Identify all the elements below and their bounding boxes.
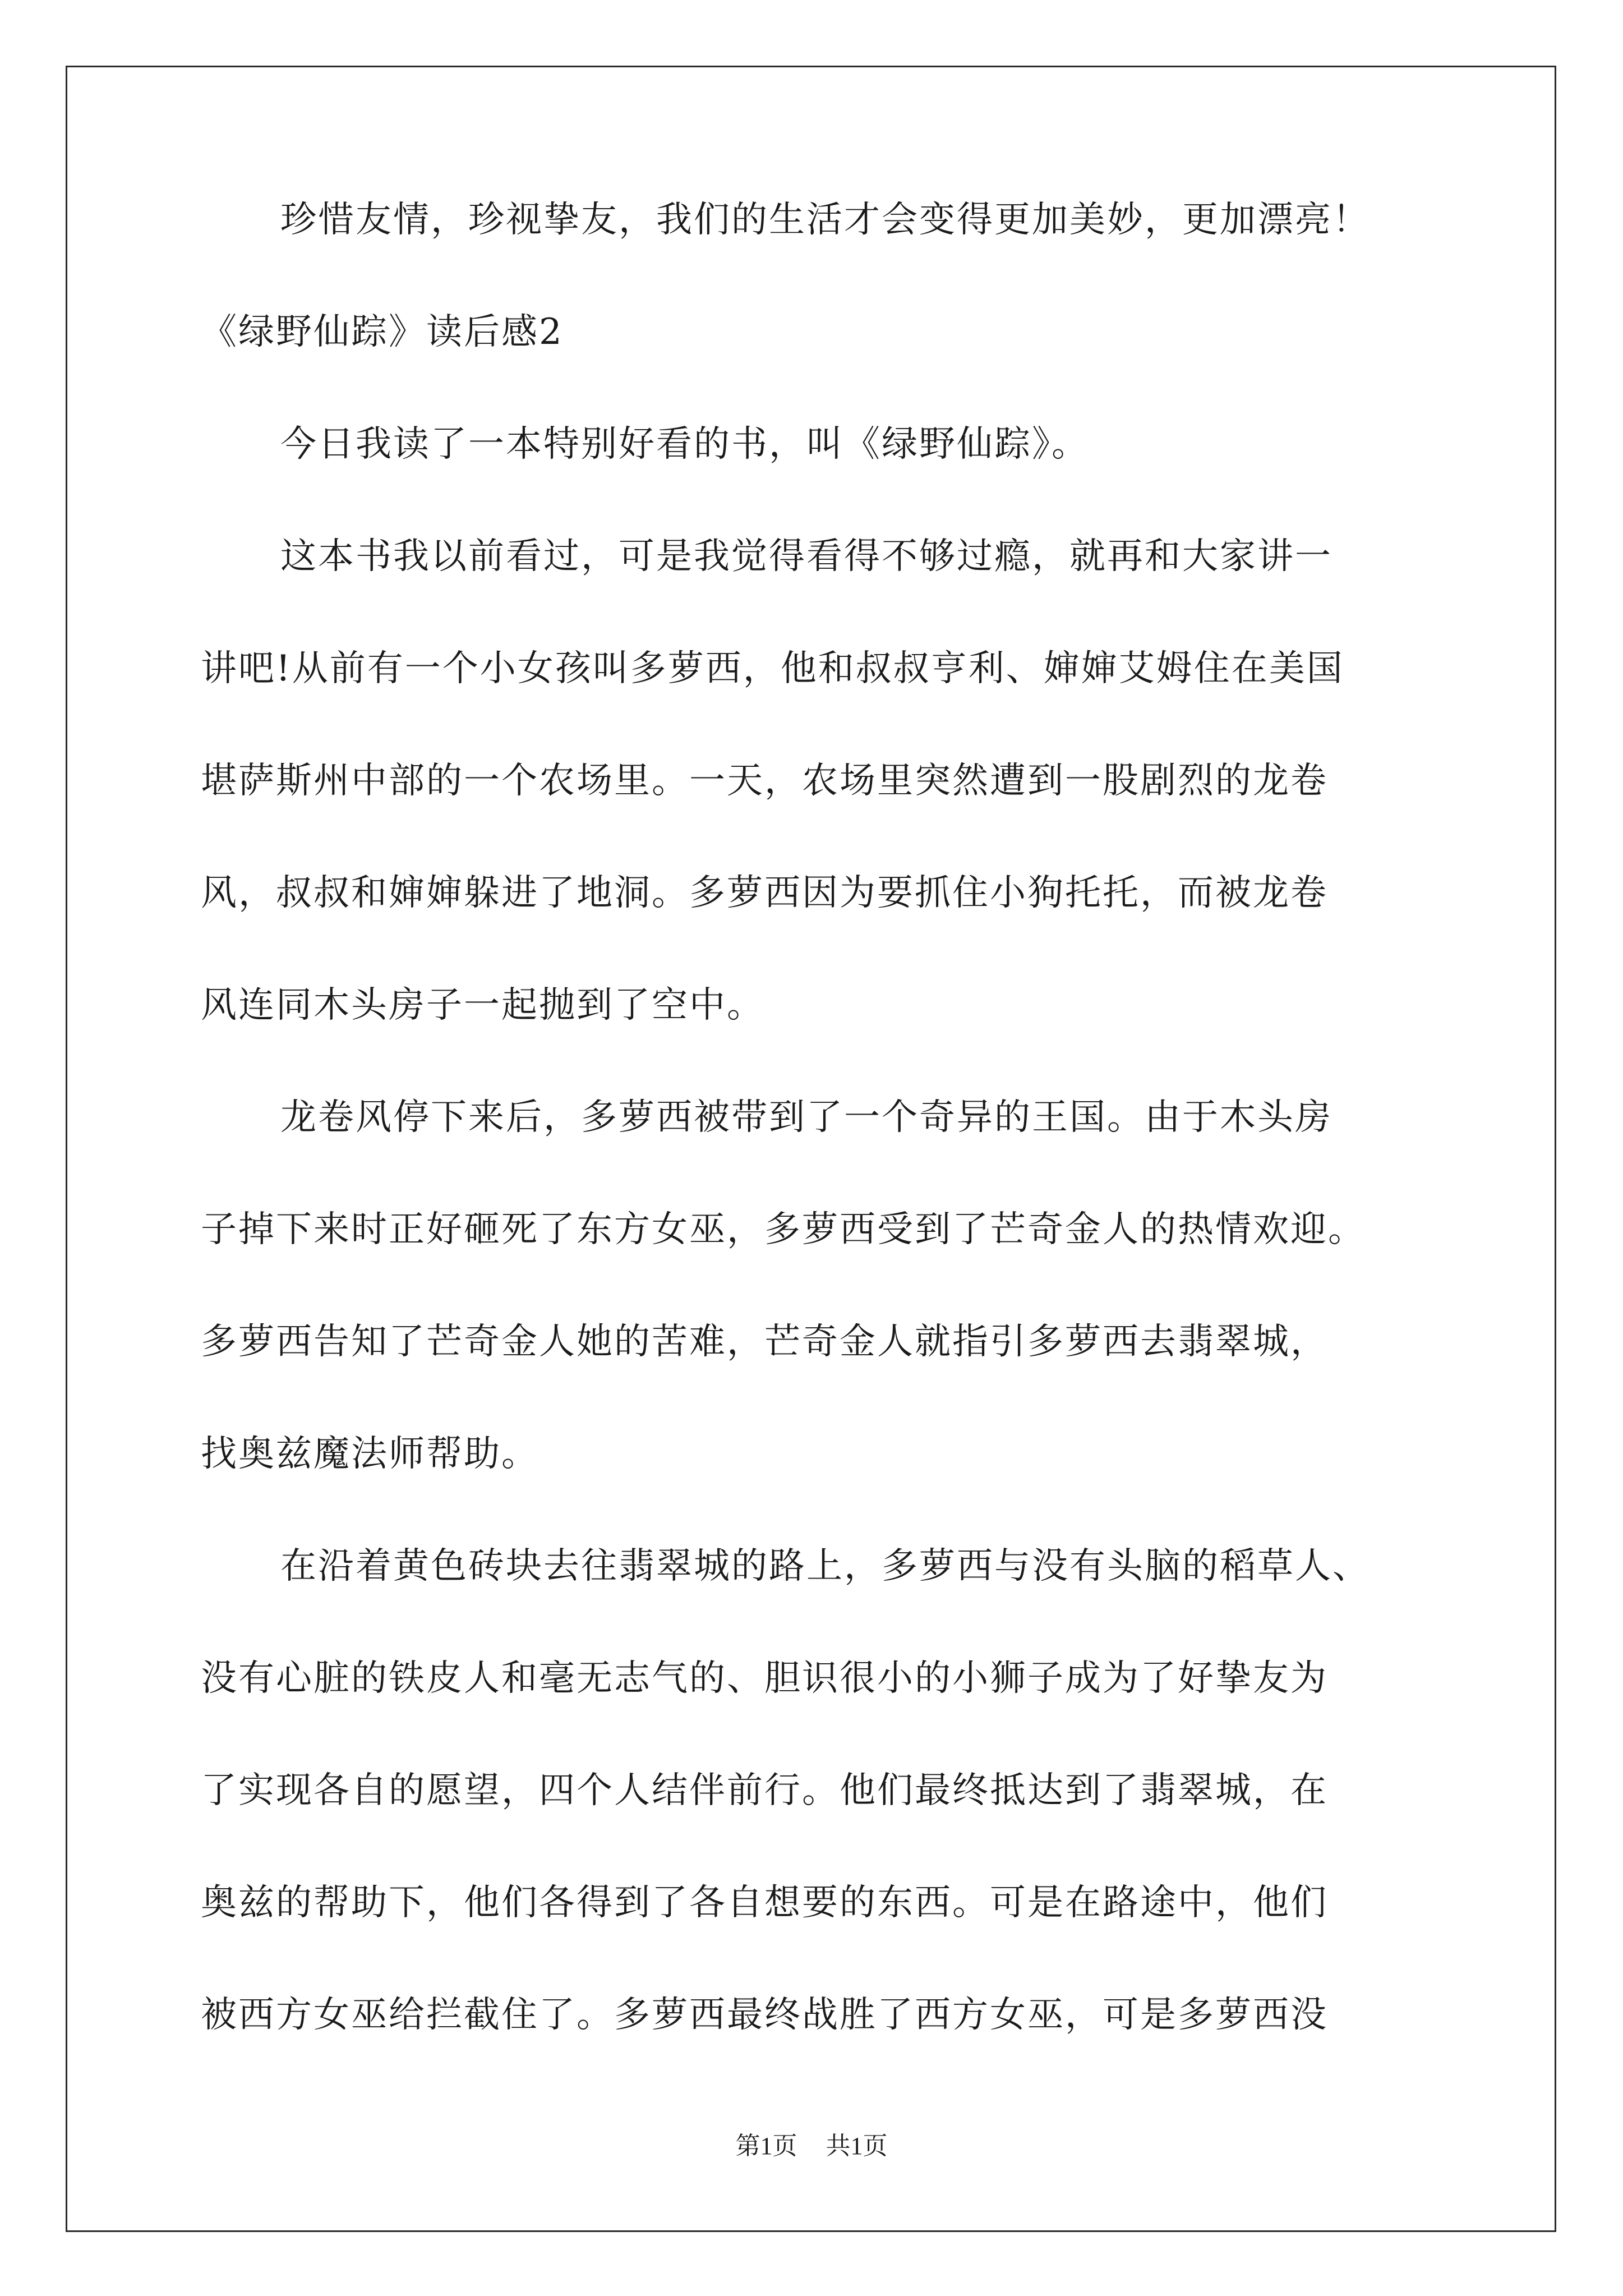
text-line-9: 龙卷风停下来后，多萝西被带到了一个奇异的王国。由于木头房: [280, 1097, 1332, 1138]
page-number-current: 第1页: [735, 2132, 797, 2160]
text-line-15: 了实现各自的愿望，四个人结伴前行。他们最终抵达到了翡翠城，在: [201, 1770, 1328, 1811]
page-footer: [0, 2133, 1623, 2160]
text-line-12: 找奥兹魔法师帮助。: [201, 1433, 539, 1475]
text-line-8: 风连同木头房子一起抛到了空中。: [201, 984, 764, 1026]
text-line-16: 奥兹的帮助下，他们各得到了各自想要的东西。可是在路途中，他们: [201, 1882, 1328, 1924]
section-heading: 《绿野仙踪》读后感2: [201, 311, 564, 353]
text-line-13: 在沿着黄色砖块去往翡翠城的路上，多萝西与没有头脑的稻草人、: [280, 1545, 1370, 1587]
text-line-5: 讲吧!从前有一个小女孩叫多萝西，他和叔叔亨利、婶婶艾姆住在美国: [201, 648, 1344, 689]
document-body: [201, 199, 1435, 2109]
text-line-14: 没有心脏的铁皮人和毫无志气的、胆识很小的小狮子成为了好挚友为: [201, 1658, 1328, 1699]
text-line-6: 堪萨斯州中部的一个农场里。一天，农场里突然遭到一股剧烈的龙卷: [201, 760, 1328, 802]
text-line-11: 多萝西告知了芒奇金人她的苦难，芒奇金人就指引多萝西去翡翠城，: [201, 1321, 1328, 1363]
text-line-1: 珍惜友情，珍视挚友，我们的生活才会变得更加美妙，更加漂亮！: [280, 199, 1370, 241]
page-number-total: 共1页: [826, 2132, 888, 2160]
text-line-17: 被西方女巫给拦截住了。多萝西最终战胜了西方女巫，可是多萝西没: [201, 1994, 1328, 2036]
text-line-4: 这本书我以前看过，可是我觉得看得不够过瘾，就再和大家讲一: [280, 536, 1332, 577]
text-line-7: 风，叔叔和婶婶躲进了地洞。多萝西因为要抓住小狗托托，而被龙卷: [201, 872, 1328, 914]
text-line-10: 子掉下来时正好砸死了东方女巫，多萝西受到了芒奇金人的热情欢迎。: [201, 1209, 1366, 1250]
text-line-3: 今日我读了一本特别好看的书，叫《绿野仙踪》。: [280, 424, 1089, 465]
